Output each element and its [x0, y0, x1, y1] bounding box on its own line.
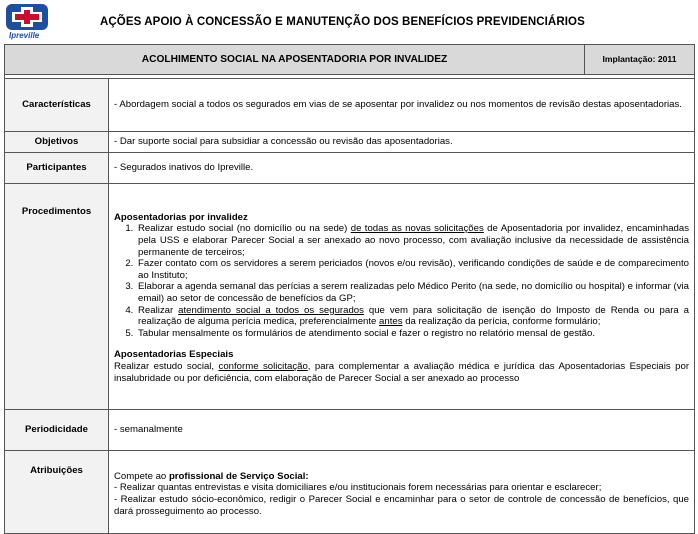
- procedimentos-section-especiais: Aposentadorias Especiais: [114, 349, 234, 361]
- row-procedimentos: [5, 184, 695, 410]
- step-3: 3. Elaborar a agenda semanal das perícias a serem realizadas pelo Médico Perito (na sede, no domicílio ou hospital) e informar (via email) ao setor de concessão de benefícios da GP;: [136, 281, 689, 304]
- label-caracteristicas: Características: [5, 79, 109, 132]
- text-atribuicoes: [109, 451, 695, 534]
- label-procedimentos: Procedimentos: [5, 184, 109, 410]
- step-5: 5. Tabular mensalmente os formulários de atendimento social e fazer o registro no relatório mensal de gestão.: [136, 328, 689, 340]
- document-title: AÇÕES APOIO À CONCESSÃO E MANUTENÇÃO DOS BENEFÍCIOS PREVIDENCIÁRIOS: [100, 16, 585, 28]
- text-objetivos: - Dar suporte social para subsidiar a concessão ou revisão das aposentadorias.: [109, 132, 695, 153]
- step-2: 2. Fazer contato com os servidores a serem periciados (novos e/ou revisão), verificando condições de saúde e de comparecimento ao Instituto;: [136, 258, 689, 281]
- especiais-text: Realizar estudo social, conforme solicitação, para complementar a avaliação médica e jurídica das Aposentadorias Especiais por insalubridade ou por deficiência, com elaboração de Parecer Social a ser anexado ao processo: [114, 360, 690, 384]
- document-header: [0, 0, 698, 44]
- label-participantes: Participantes: [5, 153, 109, 184]
- atribuicoes-line-1: - Realizar quantas entrevistas e visita domiciliares e/ou institucionais forem necessárias para orientar e esclarecer;: [114, 482, 602, 494]
- text-caracteristicas: - Abordagem social a todos os segurados em vias de se aposentar por invalidez ou nos momentos de revisão destas aposentadorias.: [109, 79, 695, 132]
- program-title: ACOLHIMENTO SOCIAL NA APOSENTADORIA POR INVALIDEZ: [5, 45, 585, 75]
- text-procedimentos: [109, 184, 695, 410]
- program-table: [4, 44, 695, 534]
- label-periodicidade: Periodicidade: [5, 410, 109, 451]
- text-participantes: - Segurados inativos do Ipreville.: [109, 153, 695, 184]
- row-atribuicoes: [5, 451, 695, 534]
- logo-text: Ipreville: [9, 31, 40, 40]
- procedimentos-steps: [114, 223, 689, 339]
- row-participantes: [5, 153, 695, 184]
- implantacao-cell: Implantação: 2011: [585, 45, 695, 75]
- ipreville-logo: [4, 2, 50, 42]
- atribuicoes-intro: Compete ao profissional de Serviço Social:: [114, 470, 309, 482]
- ipreville-cross-icon: [4, 2, 50, 32]
- step-4: 4. Realizar atendimento social a todos os segurados que vem para solicitação de isenção do Imposto de Renda ou para a realização de alguma perícia medica, preferencialmente antes da realização da perícia, conforme formulário;: [136, 305, 689, 328]
- row-objetivos: [5, 132, 695, 153]
- row-periodicidade: [5, 410, 695, 451]
- table-title-row: [5, 45, 695, 75]
- atribuicoes-line-2: - Realizar estudo sócio-econômico, redigir o Parecer Social e encaminhar para o setor de controle de concessão de benefícios, que dará prosseguimento ao processo.: [114, 494, 690, 517]
- procedimentos-section-invalidez: Aposentadorias por invalidez: [114, 211, 248, 223]
- text-periodicidade: - semanalmente: [109, 410, 695, 451]
- label-atribuicoes: Atribuições: [5, 451, 109, 534]
- row-caracteristicas: [5, 79, 695, 132]
- step-1: 1. Realizar estudo social (no domicílio ou na sede) de todas as novas solicitações de Aposentadoria por invalidez, encaminhadas pela USS e elaborar Parecer Social a ser anexado ao novo processo, com avaliação inclusive da necessidade de assistência permanente de terceiros;: [136, 223, 689, 258]
- label-objetivos: Objetivos: [5, 132, 109, 153]
